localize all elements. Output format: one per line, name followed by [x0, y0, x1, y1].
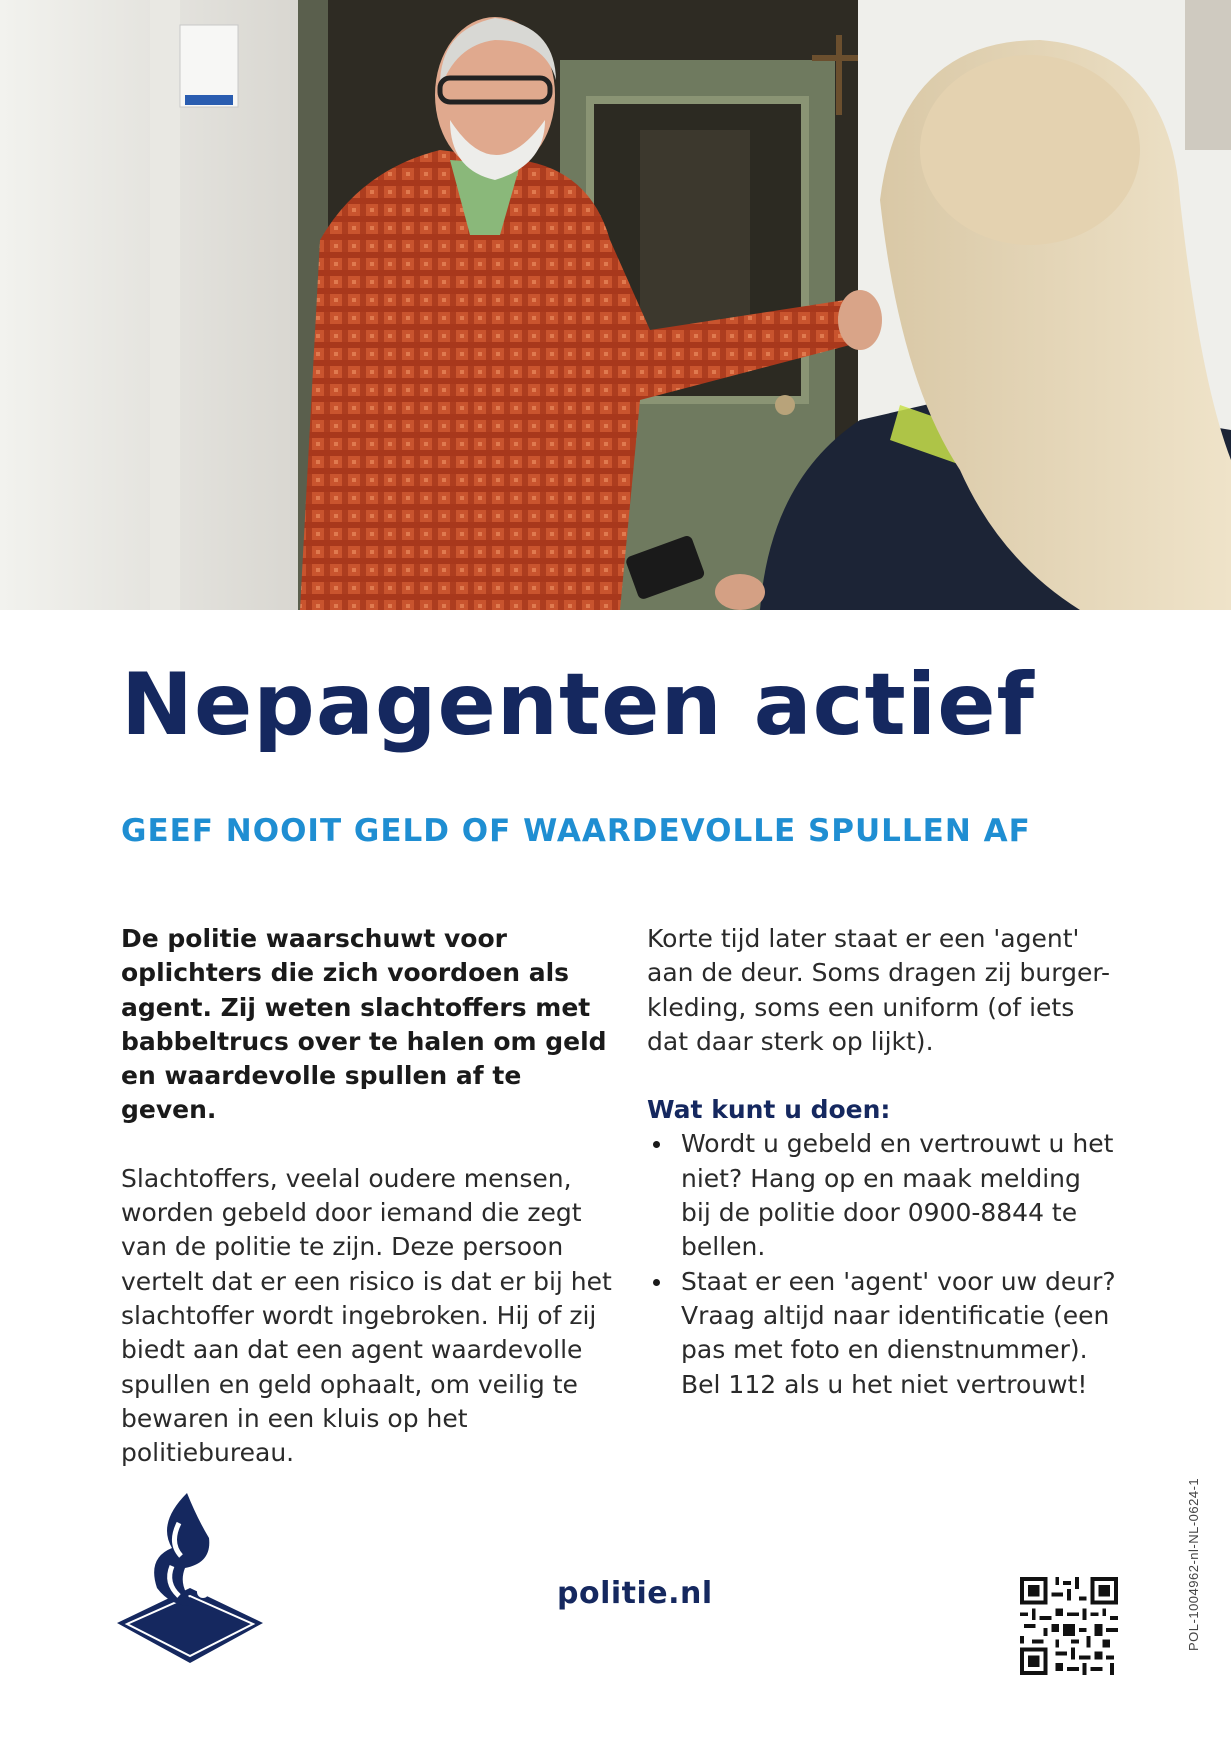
right-column: [647, 922, 1117, 1402]
document-code: POL-1004962-nl-NL-0624-1: [1186, 1477, 1201, 1651]
website-link[interactable]: politie.nl: [557, 1576, 713, 1611]
poster-subtitle: GEEF NOOIT GELD OF WAARDEVOLLE SPULLEN AF: [121, 813, 1031, 849]
poster-title: Nepagenten actief: [121, 655, 1035, 755]
tips-list: [647, 1127, 1117, 1401]
action-heading: Wat kunt u doen:: [647, 1095, 891, 1125]
hero-photo: [0, 0, 1231, 610]
tip-item: Wordt u gebeld en vertrouwt u het niet? Hang op en maak melding bij de politie door 0900-8844 te bellen.: [647, 1127, 1117, 1264]
left-column: [121, 922, 621, 1470]
qr-code-icon: [1020, 1577, 1118, 1675]
politie-logo-icon: [117, 1488, 263, 1668]
hero-photo-illustration: [0, 0, 1231, 610]
body-paragraph-2: Korte tijd later staat er een 'agent' aan de deur. Soms dragen zij burger-kleding, soms een uniform (of iets dat daar sterk op lijkt).: [647, 924, 1111, 1056]
tip-item: Staat er een 'agent' voor uw deur? Vraag altijd naar identificatie (een pas met foto en dienstnummer). Bel 112 als u het niet vertrouwt!: [647, 1265, 1117, 1402]
body-paragraph-1: Slachtoffers, veelal oudere mensen, worden gebeld door iemand die zegt van de politie te zijn. Deze persoon vertelt dat er een risico is dat er bij het slachtoffer wordt ingebroken. Hij of zij biedt aan dat een agent waardevolle spullen en geld ophaalt, om veilig te bewaren in een kluis op het politiebureau.: [121, 1163, 612, 1468]
lead-paragraph: De politie waarschuwt voor oplichters die zich voordoen als agent. Zij weten slachtoffers met babbeltrucs over te halen om geld en waardevolle spullen af te geven.: [121, 924, 607, 1125]
